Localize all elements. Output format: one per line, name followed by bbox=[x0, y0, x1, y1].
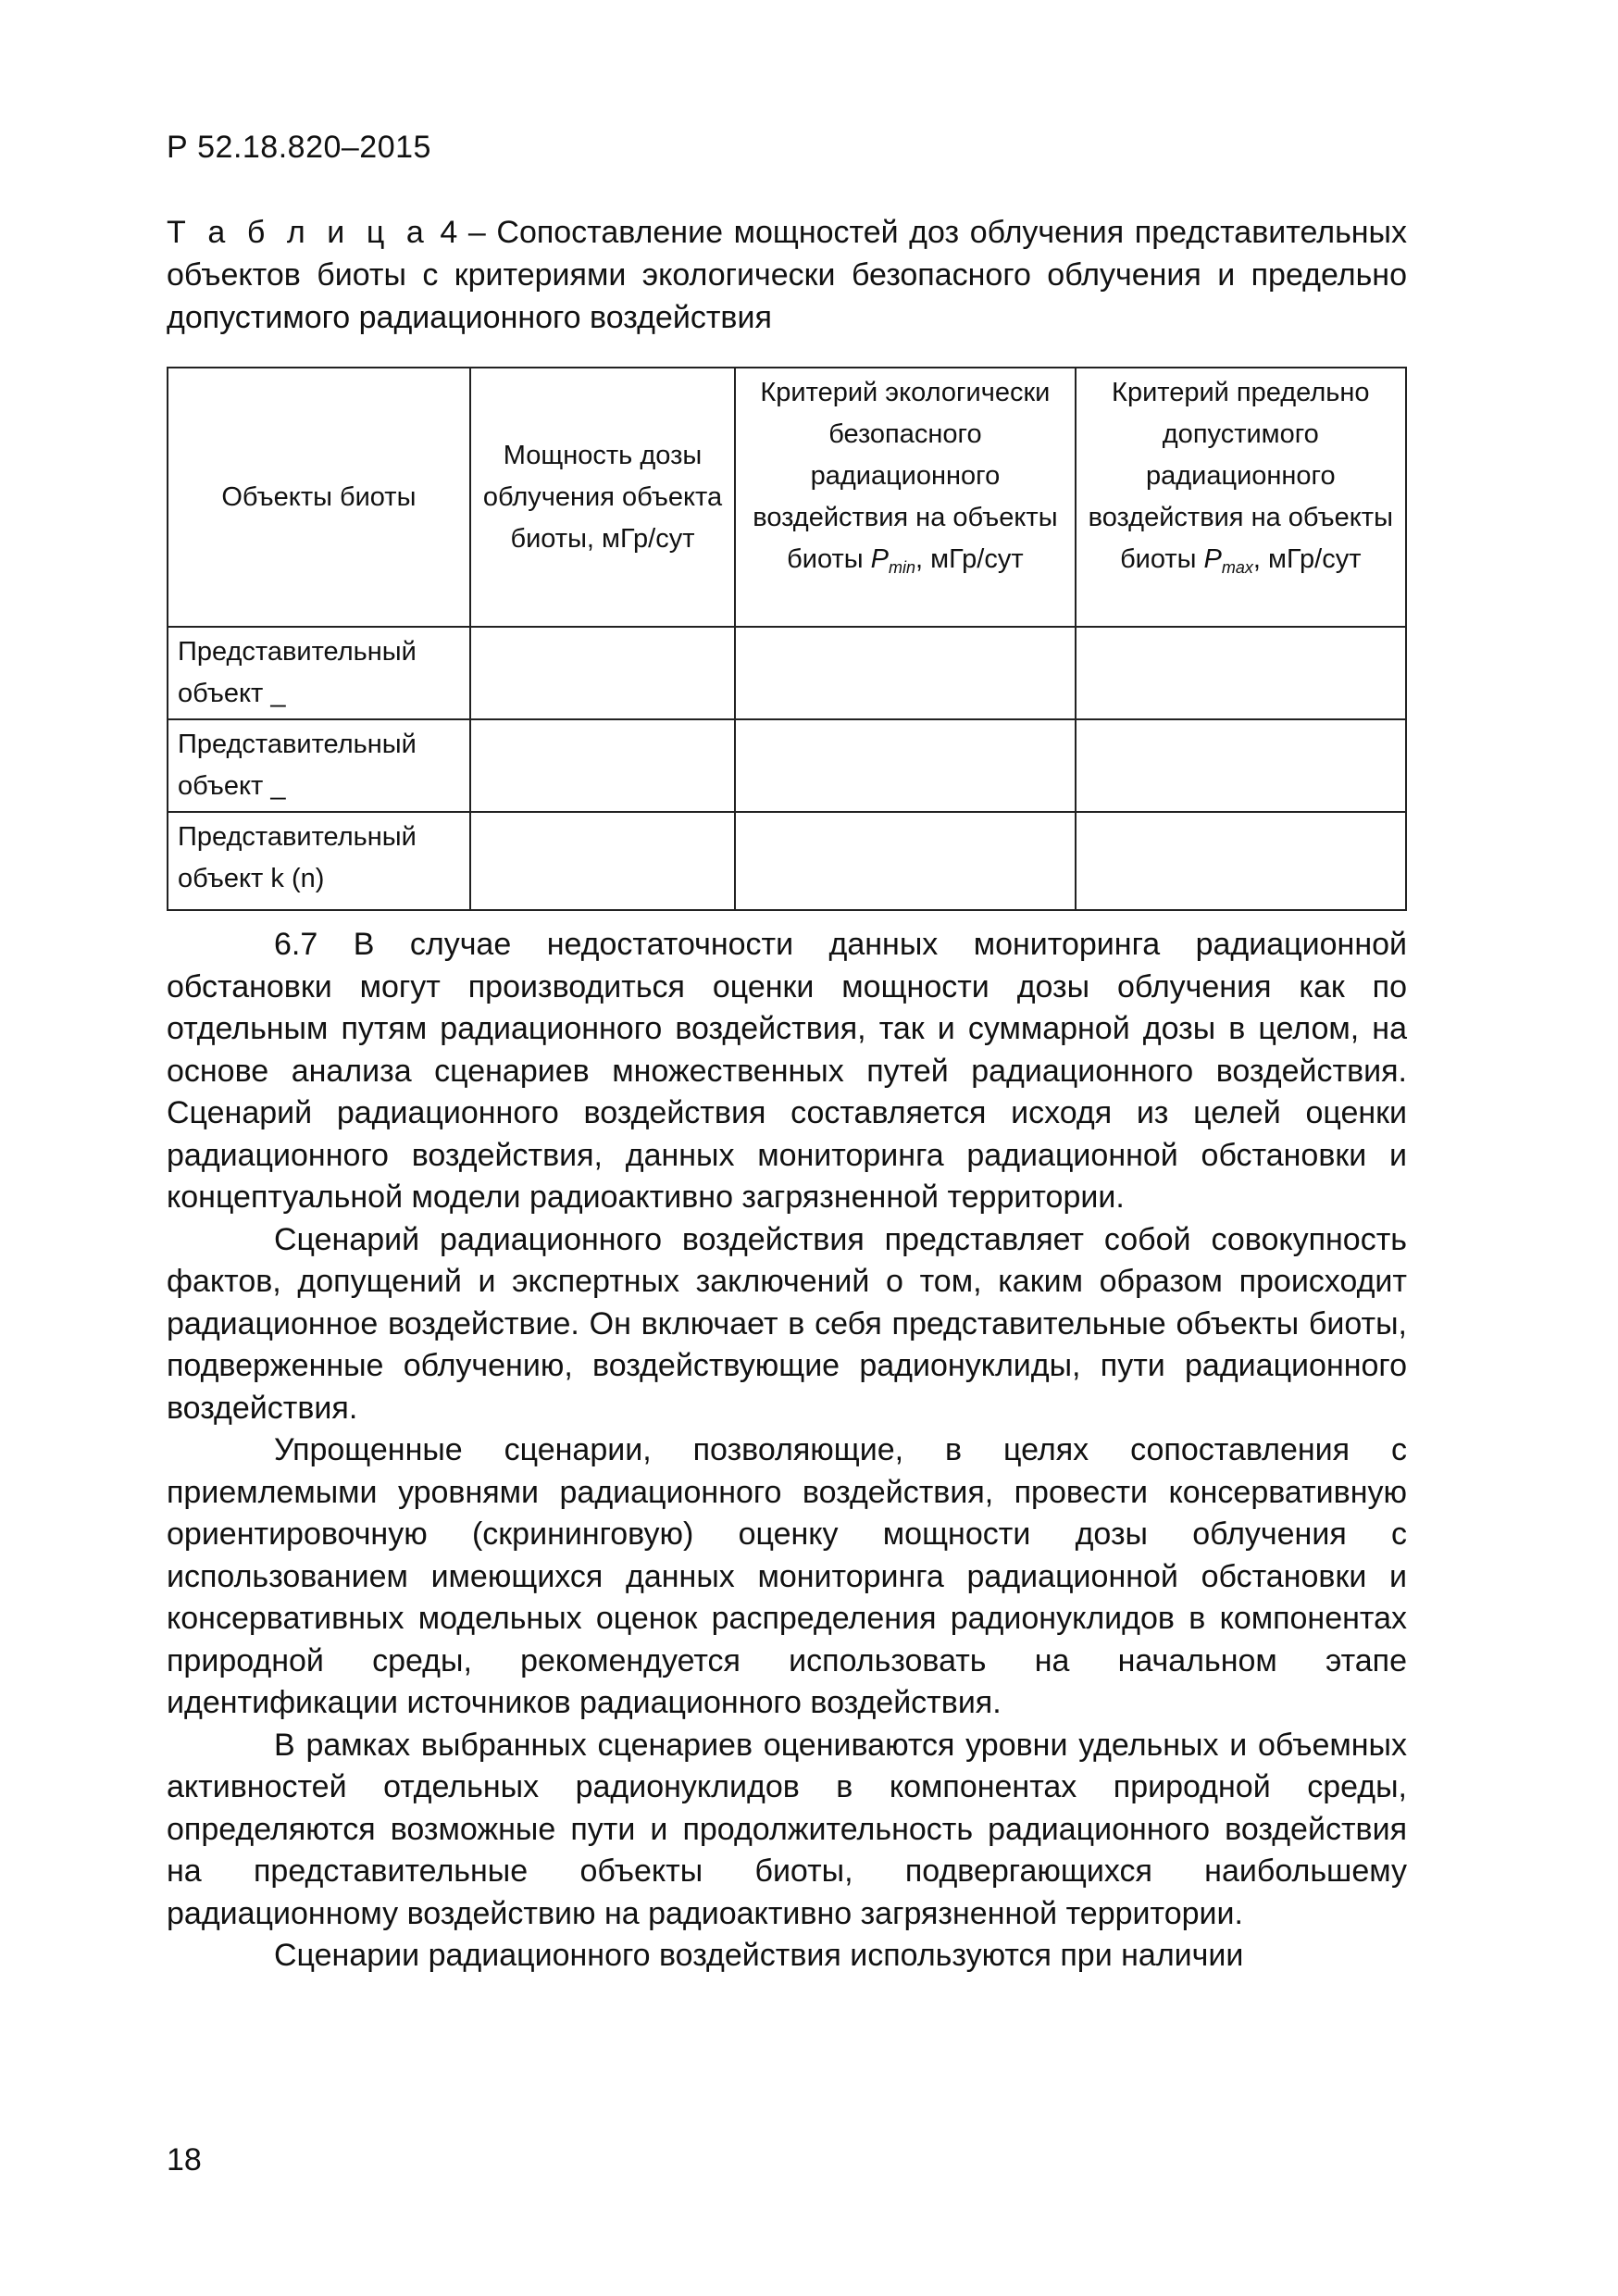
header-pmin-criterion: Критерий экологически безопасного радиационного воздействия на объекты биоты $P_{min}$, мГр/сут bbox=[735, 368, 1075, 627]
paragraph: Сценарии радиационного воздействия используются при наличии bbox=[274, 1938, 1244, 1973]
table-caption-text: 4 – Сопоставление мощностей доз облучения представительных объектов биоты с критериями экологически безопасного облучения и предельно допустимого радиационного воздействия bbox=[167, 215, 1407, 335]
body-text bbox=[167, 924, 1407, 1978]
row-dose-cell bbox=[470, 812, 735, 910]
page-number: 18 bbox=[167, 2142, 202, 2177]
paragraph: 6.7 В случае недостаточности данных мониторинга радиационной обстановки могут производиться оценки мощности дозы облучения как по отдельным путям радиационного воздействия, так и суммарной дозы в целом, на основе анализа сценариев множественных путей радиационного воздействия. Сценарий радиационного воздействия составляется исходя из целей оценки радиационного воздействия, данных мониторинга радиационной обстановки и концептуальной модели радиоактивно загрязненной территории. bbox=[167, 927, 1407, 1215]
row-pmax-cell bbox=[1076, 719, 1406, 812]
row-dose-cell bbox=[470, 627, 735, 719]
table-caption-label: Т а б л и ц а bbox=[167, 215, 429, 250]
document-code: Р 52.18.820–2015 bbox=[167, 130, 431, 165]
table-row bbox=[168, 627, 1406, 719]
header-biota-objects: Объекты биоты bbox=[168, 368, 470, 627]
row-object-name: Представительный объект k (n) bbox=[168, 812, 470, 910]
header-pmax-criterion: Критерий предельно допустимого радиационного воздействия на объекты биоты $P_{max}$, мГр/сут bbox=[1076, 368, 1406, 627]
row-pmin-cell bbox=[735, 812, 1075, 910]
table-row bbox=[168, 719, 1406, 812]
row-pmax-cell bbox=[1076, 812, 1406, 910]
row-pmin-cell bbox=[735, 719, 1075, 812]
row-pmax-cell bbox=[1076, 627, 1406, 719]
paragraph: Упрощенные сценарии, позволяющие, в целях сопоставления с приемлемыми уровнями радиационного воздействия, провести консервативную ориентировочную (скрининговую) оценку мощности дозы облучения с использованием имеющихся данных мониторинга радиационной обстановки и консервативных модельных оценок распределения радионуклидов в компонентах природной среды, рекомендуется использовать на начальном этапе идентификации источников радиационного воздействия. bbox=[167, 1432, 1407, 1720]
paragraph: В рамках выбранных сценариев оцениваются уровни удельных и объемных активностей отдельных радионуклидов в компонентах природной среды, определяются возможные пути и продолжительность радиационного воздействия на представительные объекты биоты, подвергающихся наибольшему радиационному воздействию на радиоактивно загрязненной территории. bbox=[167, 1727, 1407, 1931]
row-object-name: Представительный объект _ bbox=[168, 627, 470, 719]
header-dose-rate: Мощность дозы облучения объекта биоты, мГр/сут bbox=[470, 368, 735, 627]
row-object-name: Представительный объект _ bbox=[168, 719, 470, 812]
table-header-row bbox=[168, 368, 1406, 627]
table-row bbox=[168, 812, 1406, 910]
table-caption bbox=[167, 211, 1407, 339]
row-dose-cell bbox=[470, 719, 735, 812]
paragraph: Сценарий радиационного воздействия представляет собой совокупность фактов, допущений и экспертных заключений о том, каким образом происходит радиационное воздействие. Он включает в себя представительные объекты биоты, подверженные облучению, воздействующие радионуклиды, пути радиационного воздействия. bbox=[167, 1221, 1407, 1426]
biota-dose-table bbox=[167, 367, 1407, 911]
row-pmin-cell bbox=[735, 627, 1075, 719]
